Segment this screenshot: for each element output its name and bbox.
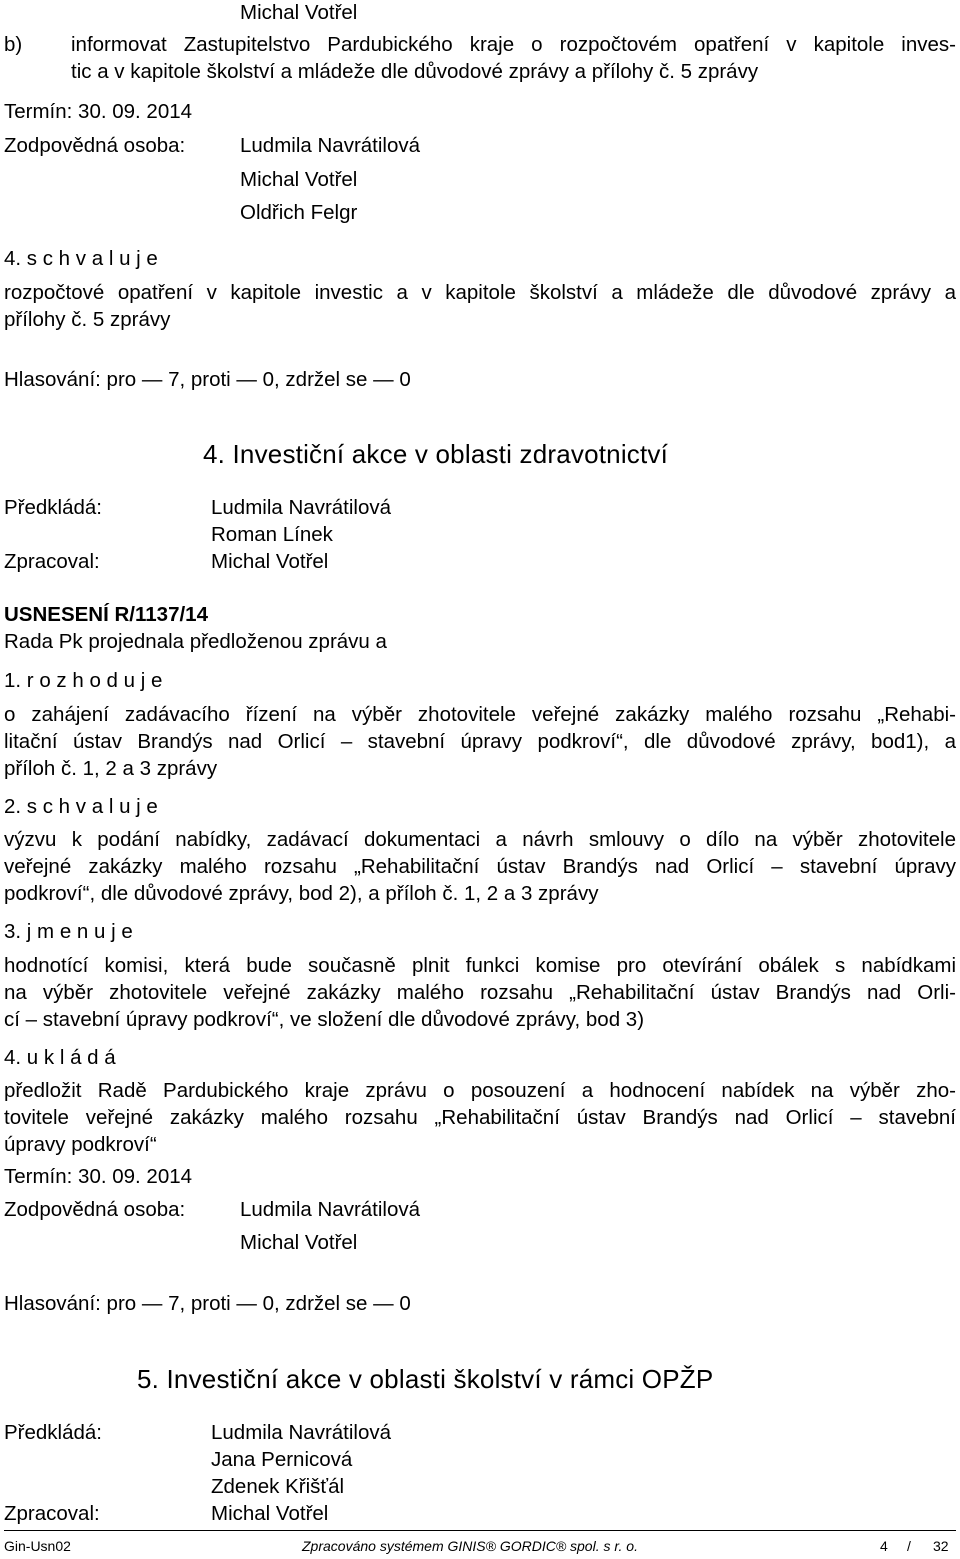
p1-line1: o zahájení zadávacího řízení na výběr zhotovitele veřejné zakázky malého rozsahu „Rehabi- xyxy=(4,703,956,726)
zodpovedna-osoba-label-1: Zodpovědná osoba: xyxy=(4,134,186,157)
item-b-line1: informovat Zastupitelstvo Pardubického kraje o rozpočtovém opatření v kapitole inves- xyxy=(71,33,956,56)
footer-page-separator: / xyxy=(907,1538,911,1554)
hlasovani-2: Hlasování: pro — 7, proti — 0, zdržel se — 0 xyxy=(4,1292,411,1315)
predklada-label-4: Předkládá: xyxy=(4,496,103,519)
predklada-label-5: Předkládá: xyxy=(4,1421,103,1444)
zodpovedna-osoba-label-2: Zodpovědná osoba: xyxy=(4,1198,186,1221)
p1-line2: litační ústav Brandýs nad Orlicí – stavební úpravy podkroví“, dle důvodové zprávy, bod1), a xyxy=(4,730,956,753)
p2-line1: výzvu k podání nabídky, zadávací dokumentaci a návrh smlouvy o dílo na výběr zhotovitele xyxy=(4,828,956,851)
section-5-name-3: Zdenek Křišťál xyxy=(211,1475,345,1498)
section-4-title: 4. Investiční akce v oblasti zdravotnictví xyxy=(203,439,669,469)
zodp2-name-2: Michal Votřel xyxy=(240,1231,358,1254)
p3-line2: na výběr zhotovitele veřejné zakázky malého rozsahu „Rehabilitační ústav Brandýs nad Orli- xyxy=(4,981,956,1004)
section-5-name-1: Ludmila Navrátilová xyxy=(211,1421,392,1444)
zodp2-name-1: Ludmila Navrátilová xyxy=(240,1198,421,1221)
rada-intro: Rada Pk projednala předloženou zprávu a xyxy=(4,630,387,653)
zodp-name-1: Ludmila Navrátilová xyxy=(240,134,421,157)
section-5-name-2: Jana Pernicová xyxy=(211,1448,353,1471)
top-name: Michal Votřel xyxy=(240,1,358,24)
section-5-name-4: Michal Votřel xyxy=(211,1502,329,1525)
page-footer xyxy=(4,1530,956,1554)
section-5-title: 5. Investiční akce v oblasti školství v rámci OPŽP xyxy=(137,1364,714,1394)
p4-heading: 4. u k l á d á xyxy=(4,1046,116,1069)
p1-line3: příloh č. 1, 2 a 3 zprávy xyxy=(4,757,218,780)
zpracoval-label-4: Zpracoval: xyxy=(4,550,100,573)
footer-form-code: Gin-Usn02 xyxy=(4,1538,71,1554)
hlasovani-1: Hlasování: pro — 7, proti — 0, zdržel se — 0 xyxy=(4,368,411,391)
p3-line3: cí – stavební úpravy podkroví“, ve složení dle důvodové zprávy, bod 3) xyxy=(4,1008,645,1031)
footer-system-note: Zpracováno systémem GINIS® GORDIC® spol. s r. o. xyxy=(302,1538,638,1554)
p4-line3: úpravy podkroví“ xyxy=(4,1133,157,1156)
schvaluje-line2: přílohy č. 5 zprávy xyxy=(4,308,171,331)
termin-1: Termín: 30. 09. 2014 xyxy=(4,100,193,123)
p2-line2: veřejné zakázky malého rozsahu „Rehabilitační ústav Brandýs nad Orlicí – stavební úpravy xyxy=(4,855,956,878)
zpracoval-label-5: Zpracoval: xyxy=(4,1502,100,1525)
p2-heading: 2. s c h v a l u j e xyxy=(4,795,158,818)
schvaluje-line1: rozpočtové opatření v kapitole investic a v kapitole školství a mládeže dle důvodové zprávy a xyxy=(4,281,956,304)
item-b-line2: tic a v kapitole školství a mládeže dle důvodové zprávy a přílohy č. 5 zprávy xyxy=(71,60,759,83)
schvaluje-heading: 4. s c h v a l u j e xyxy=(4,247,158,270)
item-b-label: b) xyxy=(4,33,23,56)
p4-line1: předložit Radě Pardubického kraje zprávu o posouzení a hodnocení nabídek na výběr zho- xyxy=(4,1079,956,1102)
section-4-name-2: Roman Línek xyxy=(211,523,333,546)
section-4-name-3: Michal Votřel xyxy=(211,550,329,573)
section-4-name-1: Ludmila Navrátilová xyxy=(211,496,392,519)
p1-heading: 1. r o z h o d u j e xyxy=(4,669,163,692)
p3-heading: 3. j m e n u j e xyxy=(4,920,133,943)
footer-page-total: 32 xyxy=(933,1538,949,1554)
termin-2: Termín: 30. 09. 2014 xyxy=(4,1165,193,1188)
zodp-name-2: Michal Votřel xyxy=(240,168,358,191)
p2-line3: podkroví“, dle důvodové zprávy, bod 2), a příloh č. 1, 2 a 3 zprávy xyxy=(4,882,599,905)
zodp-name-3: Oldřich Felgr xyxy=(240,201,358,224)
p3-line1: hodnotící komisi, která bude současně plnit funkci komise pro otevírání obálek s nabídkami xyxy=(4,954,956,977)
footer-page-number: 4 xyxy=(880,1538,888,1554)
p4-line2: tovitele veřejné zakázky malého rozsahu „Rehabilitační ústav Brandýs nad Orlicí – stavební xyxy=(4,1106,956,1129)
usneseni-number: USNESENÍ R/1137/14 xyxy=(4,603,208,626)
